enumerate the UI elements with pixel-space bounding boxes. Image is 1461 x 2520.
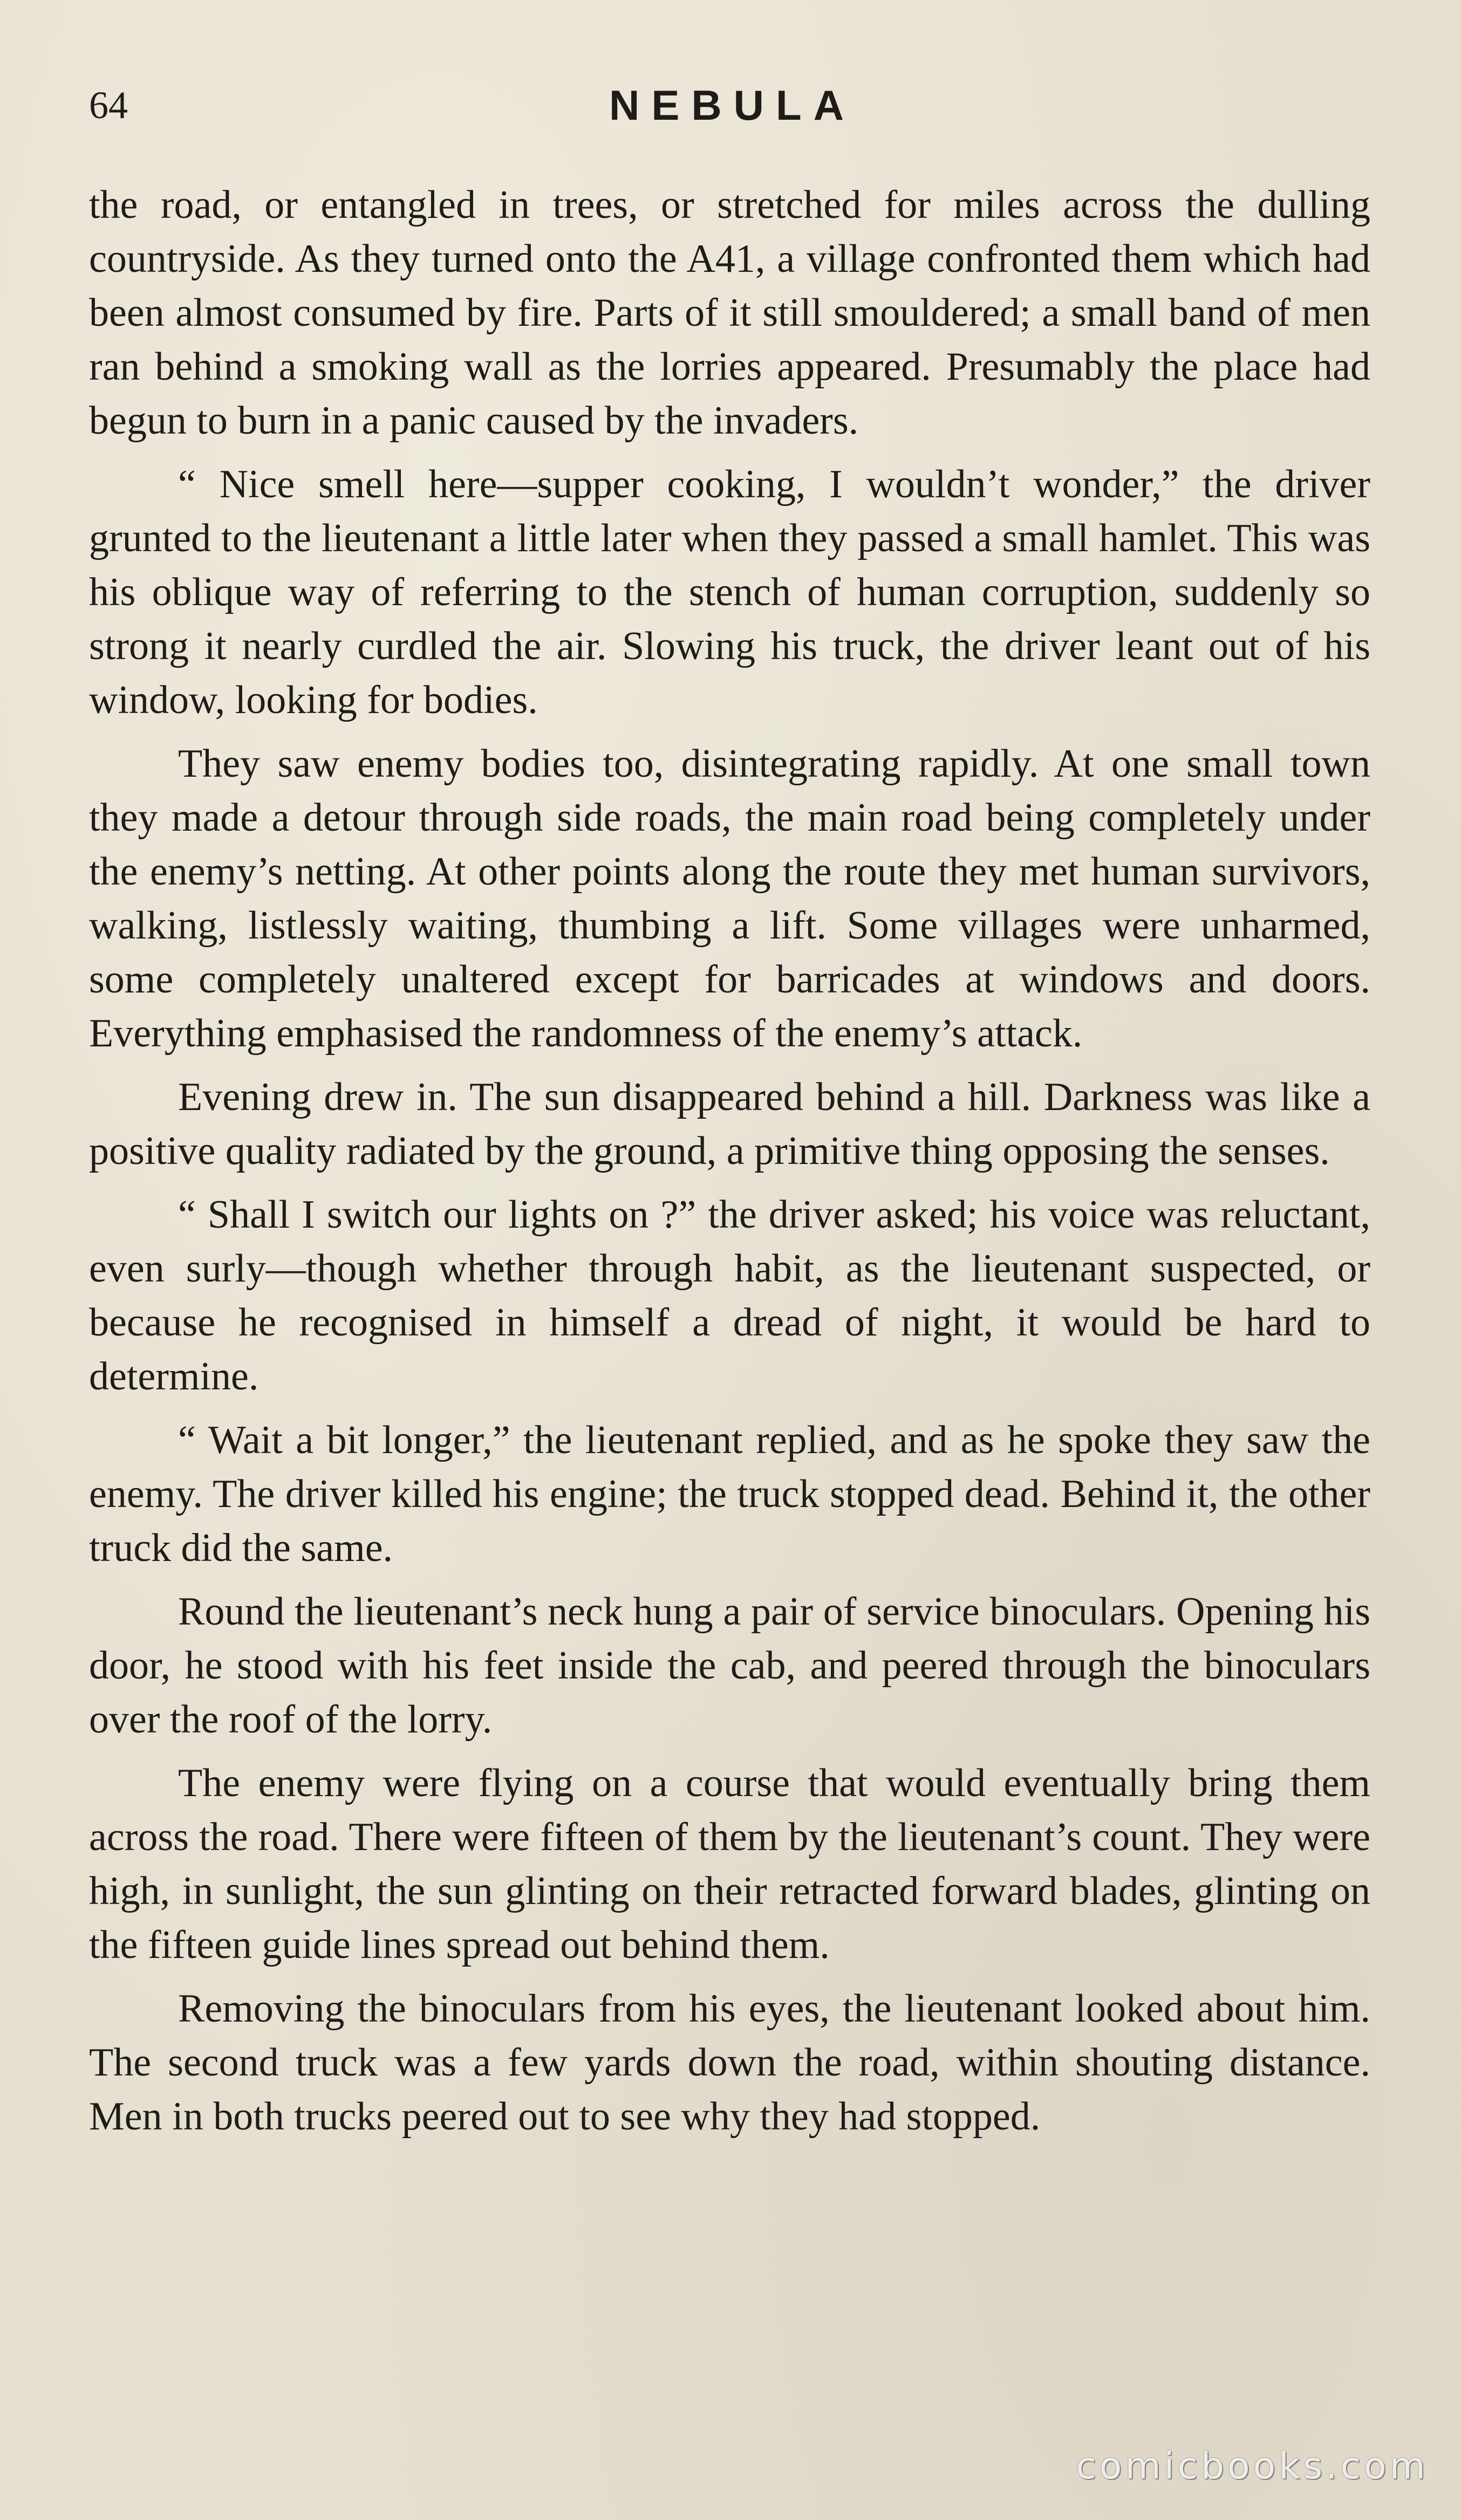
- page-body: [89, 178, 1370, 2153]
- paragraph: “ Shall I switch our lights on ?” the driver asked; his voice was reluctant, even surly—though whether through habit, as the lieutenant suspected, or because he recognised in himself a dread of night, it would be hard to determine.: [89, 1193, 1370, 1399]
- paragraph: Evening drew in. The sun disappeared behind a hill. Darkness was like a positive quality radiated by the ground, a primitive thing opposing the senses.: [89, 1075, 1370, 1173]
- watermark: comicbooks.com: [1076, 2445, 1429, 2488]
- page-header: [89, 76, 1376, 135]
- paragraph: “ Nice smell here—supper cooking, I wouldn’t wonder,” the driver grunted to the lieutenant a little later when they passed a small hamlet. This was his oblique way of referring to the stench of human corruption, suddenly so strong it nearly curdled the air. Slowing his truck, the driver leant out of his window, looking for bodies.: [89, 462, 1370, 722]
- running-title: NEBULA: [609, 81, 856, 129]
- page-number: 64: [89, 84, 128, 127]
- paragraph: They saw enemy bodies too, disintegrating rapidly. At one small town they made a detour through side roads, the main road being completely under the enemy’s netting. At other points along the route they met human survivors, walking, listlessly waiting, thumbing a lift. Some villages were unharmed, some completely unaltered except for barricades at windows and doors. Everything emphasised the randomness of the enemy’s attack.: [89, 742, 1370, 1056]
- paragraph: the road, or entangled in trees, or stretched for miles across the dulling countryside. As they turned onto the A41, a village confronted them which had been almost consumed by fire. Parts of it still smouldered; a small band of men ran behind a smoking wall as the lorries appeared. Presumably the place had begun to burn in a panic caused by the invaders.: [89, 183, 1370, 443]
- paragraph: Removing the binoculars from his eyes, the lieutenant looked about him. The second truck was a few yards down the road, within shouting distance. Men in both trucks peered out to see why they had stopped.: [89, 1987, 1370, 2139]
- paragraph: “ Wait a bit longer,” the lieutenant replied, and as he spoke they saw the enemy. The driver killed his engine; the truck stopped dead. Behind it, the other truck did the same.: [89, 1418, 1370, 1570]
- paragraph: Round the lieutenant’s neck hung a pair of service binoculars. Opening his door, he stood with his feet inside the cab, and peered through the binoculars over the roof of the lorry.: [89, 1590, 1370, 1742]
- paragraph: The enemy were flying on a course that would eventually bring them across the road. There were fifteen of them by the lieutenant’s count. They were high, in sunlight, the sun glinting on their retracted forward blades, glinting on the fifteen guide lines spread out behind them.: [89, 1761, 1370, 1967]
